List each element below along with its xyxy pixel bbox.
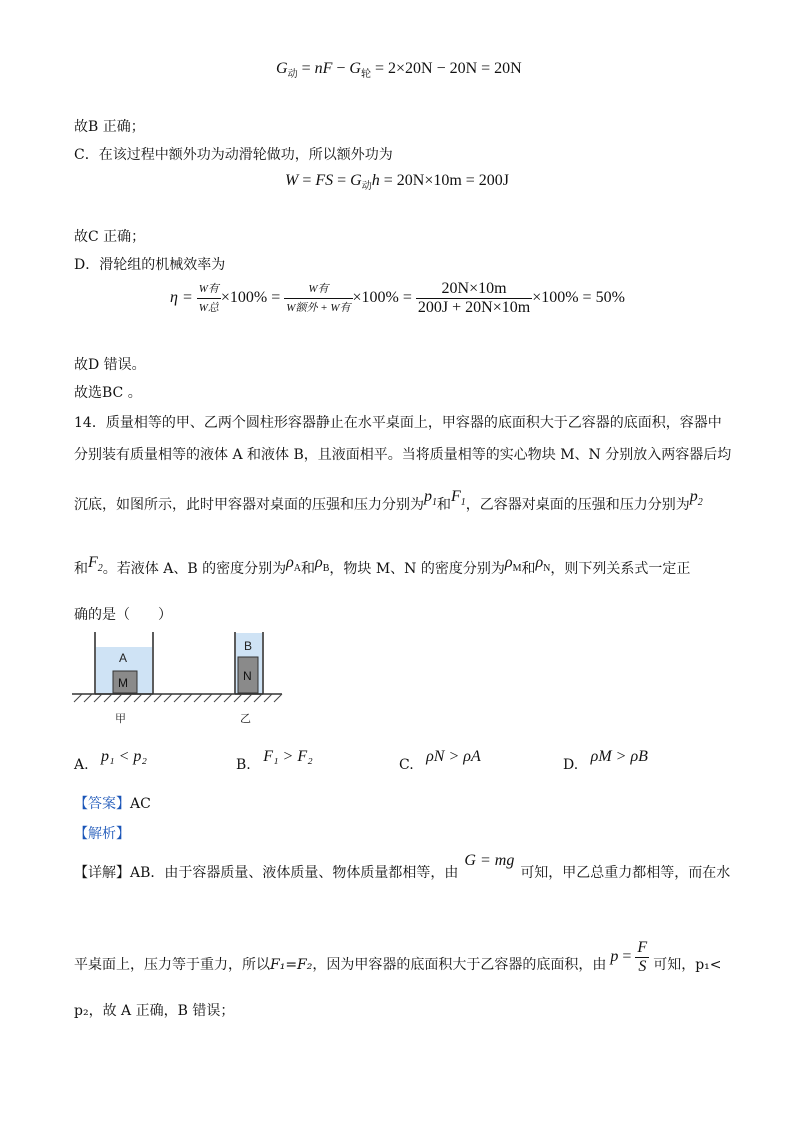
f1-symbol: $F_1$ (451, 488, 466, 508)
formula-pressure: p = $\frac{F}{S}$ (610, 939, 648, 975)
option-c-expr: ρN > ρA (426, 748, 481, 765)
fraction-2-num: W有 (284, 280, 352, 299)
label-n: N (243, 669, 252, 683)
eta-lhs: η = (170, 289, 193, 307)
fraction-1-den: W总 (198, 302, 219, 314)
fraction-2-den: W额外 + W有 (286, 302, 351, 314)
option-d-expr: ρM > ρB (590, 748, 648, 765)
c-intro-text: C．在该过程中额外功为动滑轮做功，所以额外功为 (74, 147, 393, 163)
fraction-1 (197, 280, 221, 317)
detail-l2-b: ，因为甲容器的底面积大于乙容器的底面积，由 (312, 957, 607, 974)
detail-line3: p₂，故 A 正确，B 错误； (74, 1003, 235, 1019)
label-m: M (118, 676, 128, 690)
detail-line2 (74, 939, 722, 984)
analysis-tag: 【解析】 (74, 826, 130, 842)
equation-extra-work: W = FS = $G_动h = 20N\times 10m = 200J$ (285, 172, 510, 192)
option-a-label: A. (74, 757, 89, 773)
q14-line1: 14．质量相等的甲、乙两个圆柱形容器静止在水平桌面上，甲容器的底面积大于乙容器的底面积，容器中 (74, 415, 722, 431)
fraction-2 (284, 280, 352, 317)
caption-left: 甲 (115, 712, 126, 725)
option-a[interactable] (74, 748, 147, 773)
d-wrong-text: 故D 错误。 (74, 357, 146, 373)
q14-line4-e: 和 (521, 561, 536, 577)
option-c[interactable] (399, 748, 481, 773)
pct-3: ×100% = 50% (532, 289, 625, 307)
detail-l1-a: AB．由于容器质量、液体质量、物体质量都相等，由 (130, 865, 459, 881)
detail-line1 (74, 852, 731, 882)
rho-b-symbol: $\rho_B$ (315, 554, 330, 574)
equation-efficiency (170, 280, 625, 317)
formula-gmg: G = mg (464, 852, 515, 869)
rho-a-symbol: $\rho_A$ (286, 554, 302, 574)
rho-m-symbol: $\rho_M$ (504, 554, 522, 574)
option-c-label: C. (399, 757, 414, 773)
detail-l1-b: 可知，甲乙总重力都相等，而在水 (520, 865, 731, 881)
p1-symbol: $p_1$ (424, 488, 437, 508)
option-b-expr: F₁ > F₂ (263, 748, 313, 765)
b-correct-text: 故B 正确； (74, 119, 145, 135)
fraction-3 (416, 280, 532, 317)
label-a: A (119, 651, 128, 665)
equation-dynamic-weight: $G_动$ = nF − $G_轮 = 2\times 20N - 20N = 20N$ (276, 60, 522, 80)
option-d[interactable] (563, 748, 648, 773)
pct-1: ×100% = (220, 289, 281, 307)
q14-line4 (74, 554, 691, 580)
choose-text: 故选BC 。 (74, 385, 142, 401)
detail-l2-eq: F₁=F₂ (270, 957, 313, 974)
q14-line4-b: 。若液体 A、B 的密度分别为 (102, 561, 287, 577)
answer-line (74, 793, 151, 813)
fraction-3-num: 20N×10m (416, 280, 532, 299)
q14-line3-a: 沉底，如图所示，此时甲容器对桌面的压强和压力分别为 (74, 497, 424, 513)
option-a-expr: p₁ < p₂ (101, 748, 147, 765)
q14-line3-b: 和 (437, 497, 451, 513)
q14-line2: 分别装有质量相等的液体 A 和液体 B，且液面相平。当将质量相等的实心物块 M、N 分别放入两容器后均 (74, 447, 732, 463)
q14-line3-c: ，乙容器对桌面的压强和压力分别为 (465, 497, 690, 513)
rho-n-symbol: $\rho_N$ (535, 554, 551, 574)
answer-tag: 【答案】 (74, 796, 130, 812)
q14-line4-c: 和 (301, 561, 316, 577)
fraction-1-num: W有 (197, 280, 221, 299)
table-hatching (74, 694, 282, 702)
detail-l2-a: 平桌面上，压力等于重力，所以 (74, 957, 270, 974)
q14-line4-f: ，则下列关系式一定正 (550, 561, 691, 577)
d-intro-text: D．滑轮组的机械效率为 (74, 257, 226, 273)
detail-tag: 【详解】 (74, 865, 130, 881)
q14-line3 (74, 488, 703, 516)
fraction-3-den: 200J + 20N×10m (417, 299, 531, 316)
label-b: B (244, 639, 253, 653)
containers-figure (70, 630, 290, 730)
q14-line5: 确的是（ ） (74, 607, 172, 623)
f2-symbol: $F_2$ (88, 554, 103, 574)
option-b[interactable] (236, 748, 313, 773)
q14-line4-a: 和 (74, 561, 88, 577)
q14-line4-d: ，物块 M、N 的密度分别为 (329, 561, 505, 577)
analysis-line (74, 823, 130, 843)
pct-2: ×100% = (352, 289, 412, 307)
answer-value: AC (130, 796, 151, 812)
option-d-label: D. (563, 757, 579, 773)
p2-symbol: $p_2$ (689, 488, 703, 508)
c-correct-text: 故C 正确； (74, 229, 146, 245)
option-b-label: B. (236, 757, 251, 773)
caption-right: 乙 (240, 712, 251, 725)
detail-l2-c: 可知，p₁< (653, 957, 722, 974)
